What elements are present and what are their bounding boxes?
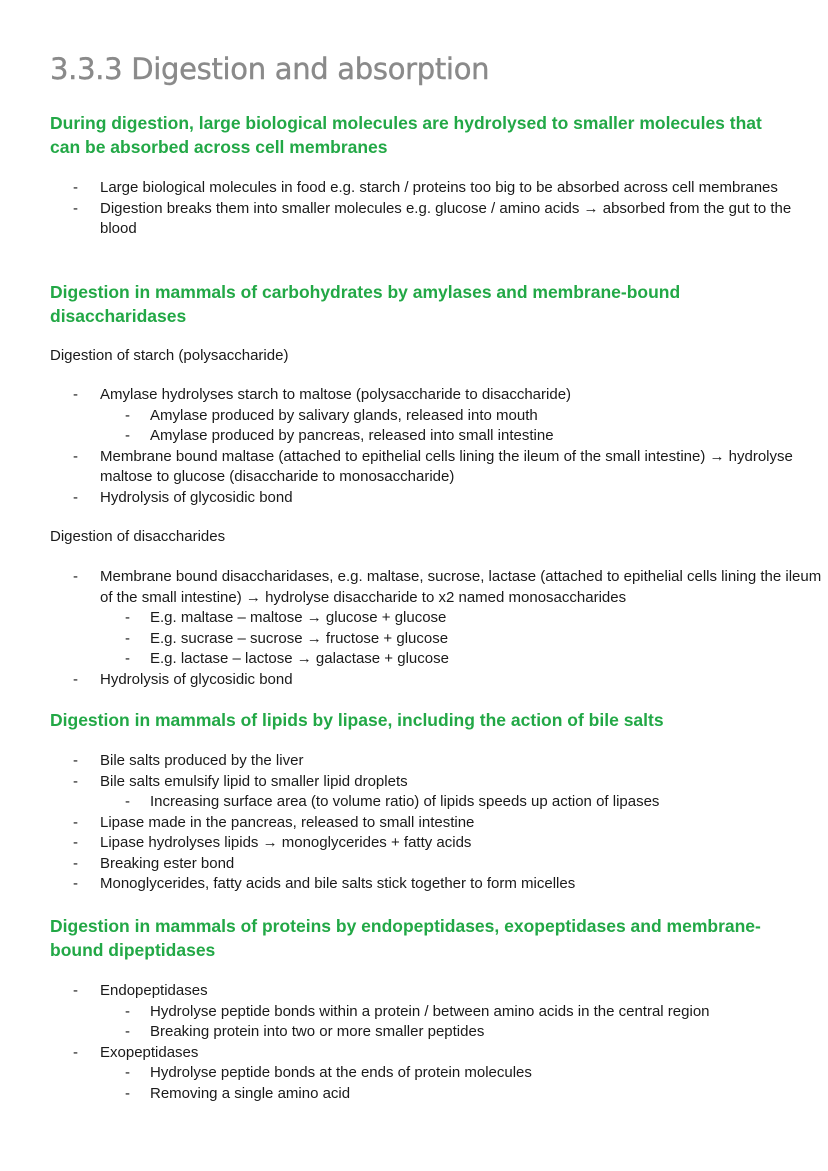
list-item: - Lipase made in the pancreas, released to small intestine (73, 813, 475, 831)
list-item: - E.g. sucrase – sucrose → fructose + glucose (125, 629, 449, 647)
list-item: - Membrane bound maltase (attached to epithelial cells lining the ileum of the small intestine) → hydrolyse maltose to glucose (disaccharide to monosaccharide) (73, 447, 793, 485)
section-1-list (0, 178, 828, 240)
section-heading-digestion: During digestion, large biological molecules are hydrolysed to smaller molecules that can be absorbed across cell membranes (50, 113, 762, 157)
lipids-list (0, 751, 828, 895)
list-item: - Exopeptidases (73, 1043, 199, 1061)
list-item: - Hydrolysis of glycosidic bond (73, 670, 293, 688)
list-item: - Breaking ester bond (73, 854, 235, 872)
list-item: - Amylase produced by pancreas, released into small intestine (125, 427, 554, 444)
section-heading-carbohydrates: Digestion in mammals of carbohydrates by amylases and membrane-bound disaccharidases (50, 282, 681, 326)
list-item: - Bile salts emulsify lipid to smaller lipid droplets (73, 772, 408, 790)
disaccharide-subheading: Digestion of disaccharides (50, 528, 226, 545)
list-item: - Amylase hydrolyses starch to maltose (polysaccharide to disaccharide) (73, 386, 572, 403)
section-heading-lipids: Digestion in mammals of lipids by lipase, including the action of bile salts (50, 710, 664, 730)
proteins-list (0, 981, 828, 1104)
list-item: - Removing a single amino acid (125, 1084, 351, 1102)
list-item: - Hydrolyse peptide bonds at the ends of protein molecules (125, 1064, 532, 1081)
list-item: - Monoglycerides, fatty acids and bile salts stick together to form micelles (73, 875, 576, 892)
list-item: - Lipase hydrolyses lipids → monoglycerides + fatty acids (73, 834, 472, 851)
disaccharide-list (0, 567, 828, 690)
starch-subheading: Digestion of starch (polysaccharide) (50, 347, 289, 364)
list-item: - Increasing surface area (to volume ratio) of lipids speeds up action of lipases (125, 793, 660, 810)
list-item: - Amylase produced by salivary glands, released into mouth (125, 406, 538, 424)
list-item: - Endopeptidases (73, 982, 208, 999)
list-item: - E.g. lactase – lactose → galactase + glucose (125, 650, 449, 667)
list-item: - Membrane bound disaccharidases, e.g. maltase, sucrose, lactase (attached to epithelial cells lining the ileum of the small intestine) → hydrolyse disaccharide to x2 named monosaccharides (73, 568, 822, 606)
page-title: 3.3.3 Digestion and absorption (50, 52, 490, 86)
list-item: - Digestion breaks them into smaller molecules e.g. glucose / amino acids → absorbed from the gut to the blood (73, 199, 792, 237)
list-item: - Hydrolyse peptide bonds within a protein / between amino acids in the central region (125, 1002, 710, 1020)
list-item: - Breaking protein into two or more smaller peptides (125, 1023, 485, 1040)
list-item: - Bile salts produced by the liver (73, 752, 304, 769)
list-item: - Large biological molecules in food e.g. starch / proteins too big to be absorbed across cell membranes (73, 179, 778, 196)
starch-list (0, 385, 828, 508)
list-item: - E.g. maltase – maltose → glucose + glucose (125, 609, 447, 626)
section-heading-proteins: Digestion in mammals of proteins by endopeptidases, exopeptidases and membrane-bound dipeptidases (50, 916, 761, 960)
list-item: - Hydrolysis of glycosidic bond (73, 488, 293, 506)
